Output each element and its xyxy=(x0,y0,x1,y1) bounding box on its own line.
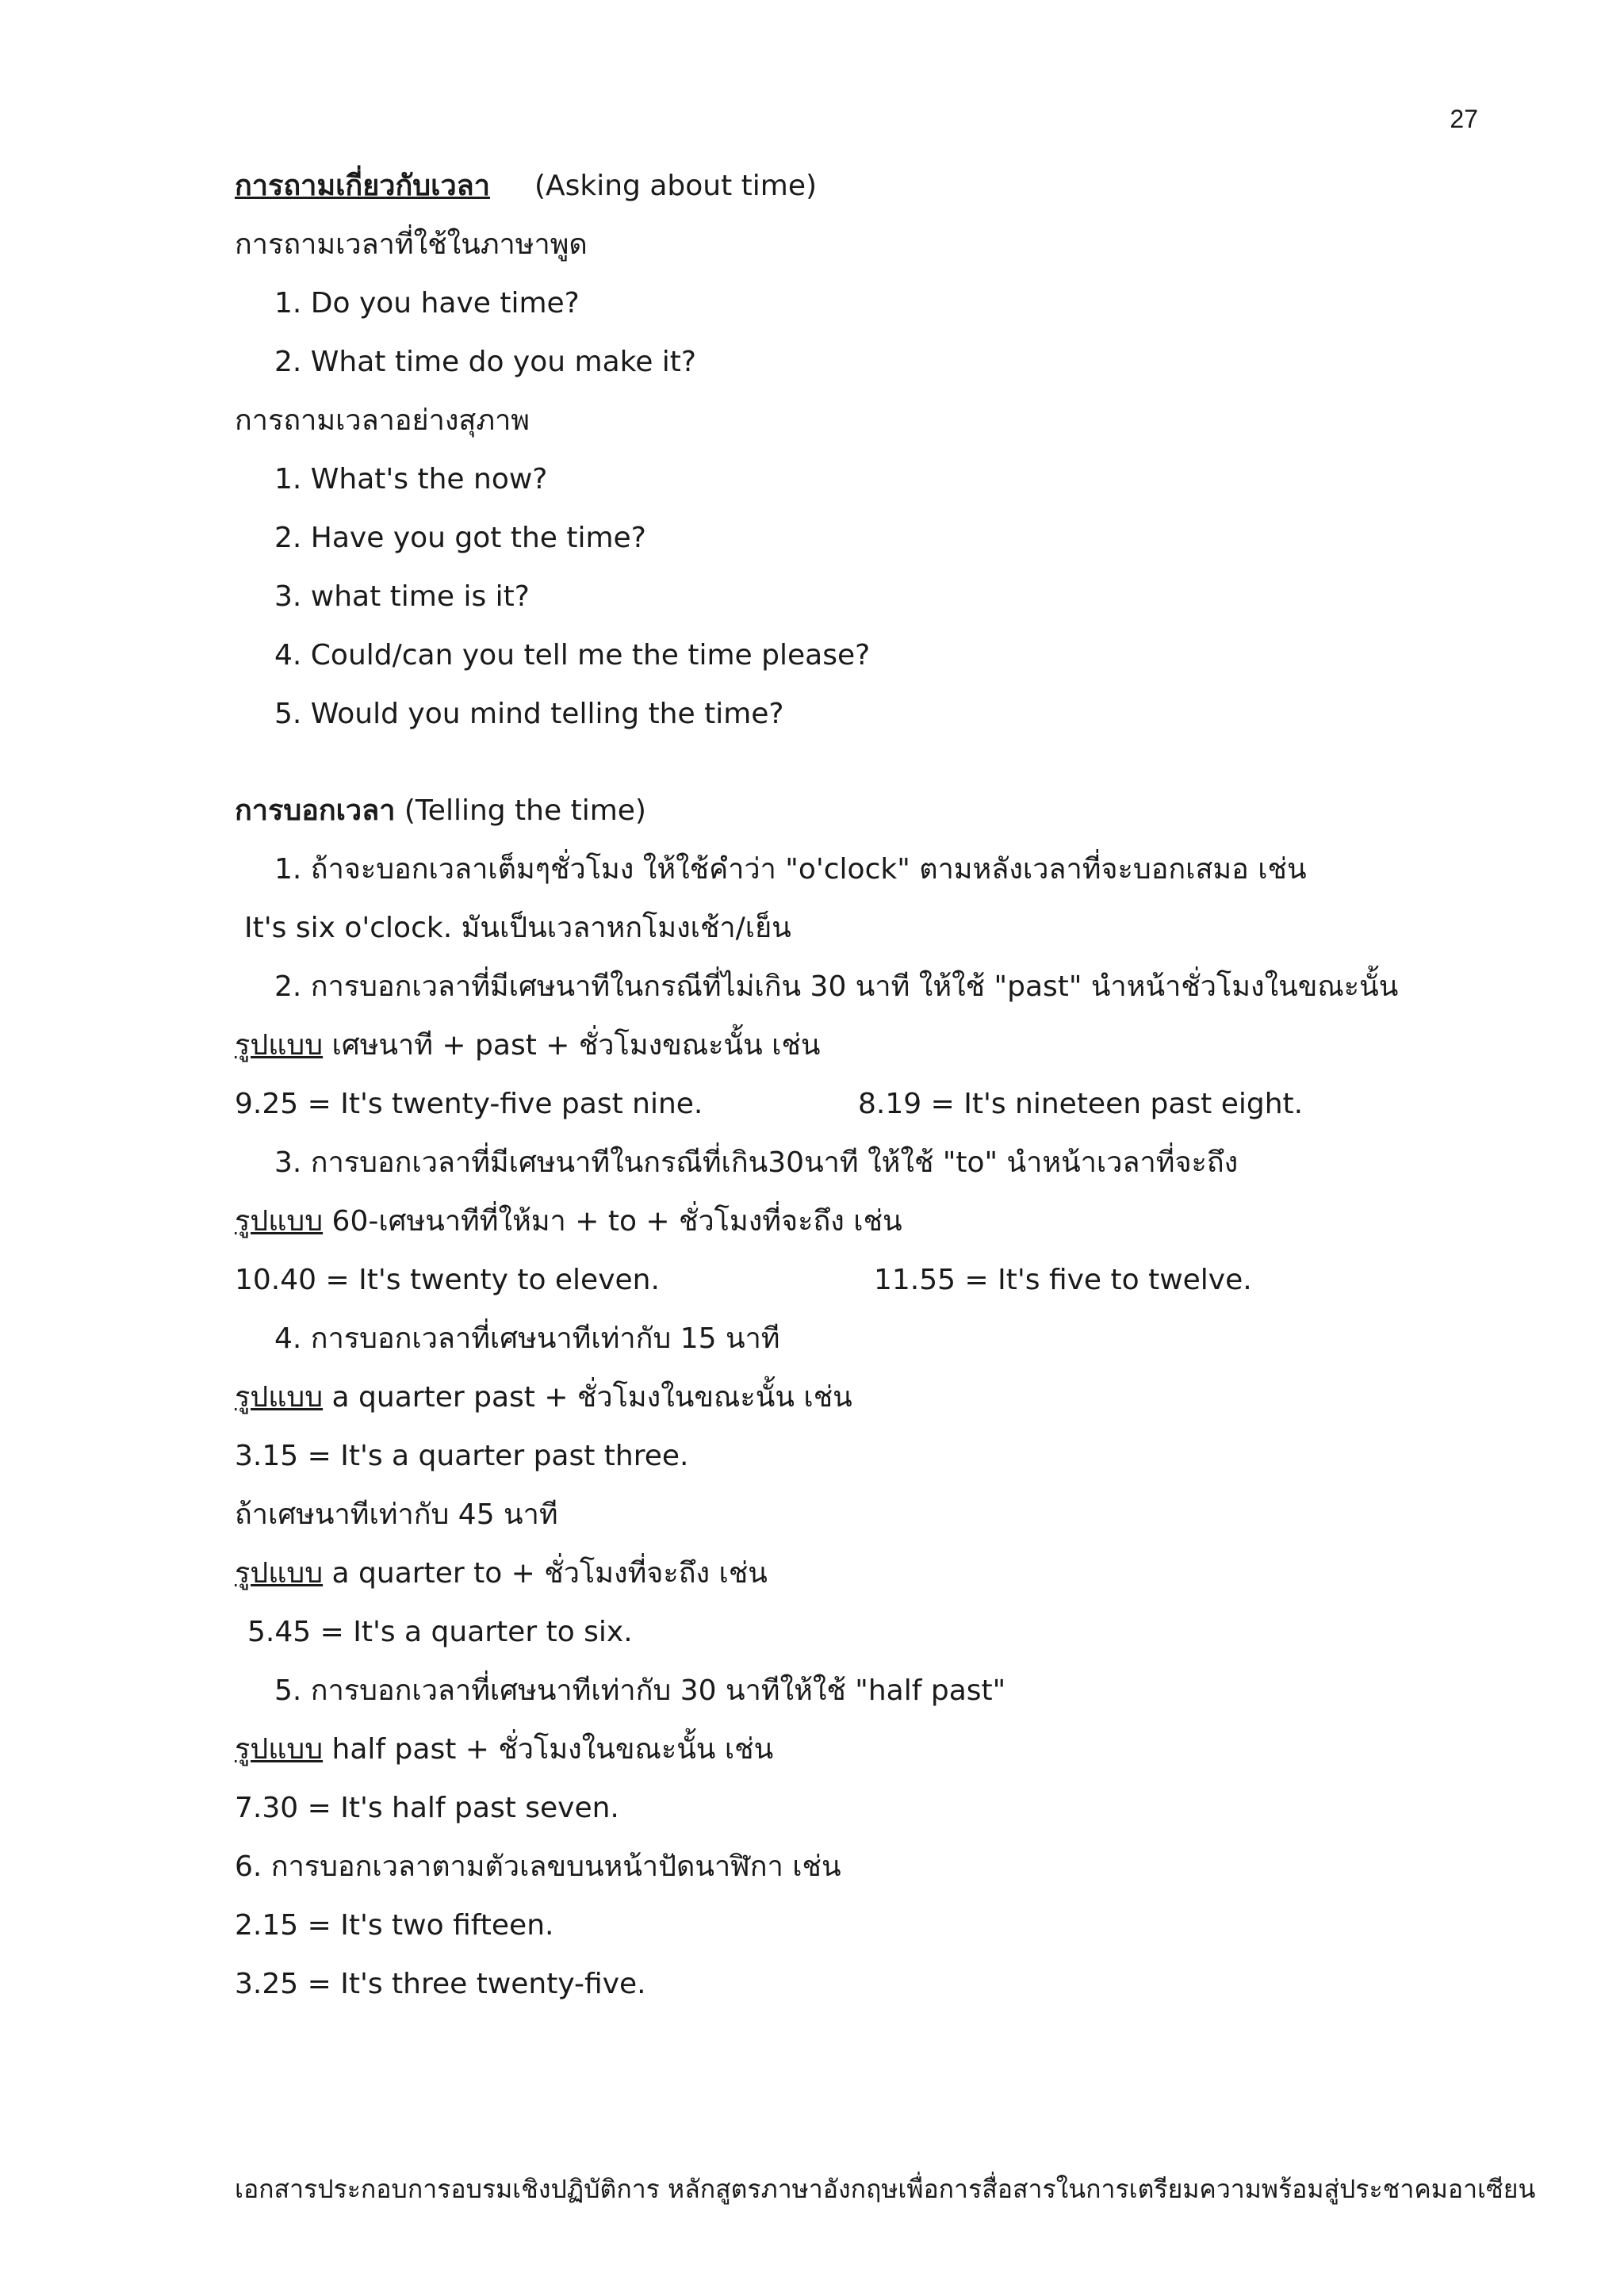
example-text: 9.25 = It's twenty-five past nine. xyxy=(235,1088,703,1120)
pattern-line xyxy=(235,1544,1465,1603)
pattern-text: เศษนาที + past + ชั่วโมงขณะนั้น เช่น xyxy=(331,1029,821,1062)
example-pair xyxy=(235,1075,1465,1134)
list-item: 1. Do you have time? xyxy=(274,287,580,320)
example-text: 3.25 = It's three twenty-five. xyxy=(235,1968,646,2000)
rule-text: 6. การบอกเวลาตามตัวเลขบนหน้าปัดนาฬิกา เช่น xyxy=(235,1850,841,1883)
example-text: 2.15 = It's two fifteen. xyxy=(235,1909,554,1942)
pattern-line xyxy=(235,1192,1465,1251)
pattern-label: รูปแบบ xyxy=(235,1733,324,1766)
pattern-label: รูปแบบ xyxy=(235,1381,324,1414)
rule-text: 4. การบอกเวลาที่เศษนาทีเท่ากับ 15 นาที xyxy=(274,1322,780,1355)
page-footer: เอกสารประกอบการอบรมเชิงปฏิบัติการ หลักสูตรภาษาอังกฤษเพื่อการสื่อสารในการเตรียมความพร้อมสู่ประชาคมอาเซียน xyxy=(235,2174,1536,2204)
example-pair xyxy=(235,1251,1465,1310)
list-item: 1. What's the now? xyxy=(274,463,548,496)
example-text: 10.40 = It's twenty to eleven. xyxy=(235,1264,660,1296)
example-text: 11.55 = It's five to twelve. xyxy=(874,1264,1252,1296)
pattern-label: รูปแบบ xyxy=(235,1205,324,1238)
document-body xyxy=(235,157,1465,2014)
list-item: 2. What time do you make it? xyxy=(274,346,697,378)
pattern-text: a quarter past + ชั่วโมงในขณะนั้น เช่น xyxy=(331,1381,852,1414)
rule-text: 2. การบอกเวลาที่มีเศษนาทีในกรณีที่ไม่เกิน 30 นาที ให้ใช้ "past" นำหน้าชั่วโมงในขณะนั้น xyxy=(274,970,1399,1003)
pattern-line xyxy=(235,1368,1465,1427)
list-item: 5. Would you mind telling the time? xyxy=(274,698,784,730)
pattern-label: รูปแบบ xyxy=(235,1557,324,1590)
section-heading-telling xyxy=(235,782,1465,840)
pattern-text: 60-เศษนาทีที่ให้มา + to + ชั่วโมงที่จะถึง เช่น xyxy=(331,1205,902,1238)
list-item: 3. what time is it? xyxy=(274,580,530,613)
pattern-line xyxy=(235,1016,1465,1075)
section-title-thai: การบอกเวลา xyxy=(235,794,396,827)
section-title-thai: การถามเกี่ยวกับเวลา xyxy=(235,170,490,202)
example-text: It's six o'clock. มันเป็นเวลาหกโมงเช้า/เย็น xyxy=(244,912,791,944)
rule-text: 5. การบอกเวลาที่เศษนาทีเท่ากับ 30 นาทีให้ใช้ "half past" xyxy=(274,1674,1006,1707)
rule-text: ถ้าเศษนาทีเท่ากับ 45 นาที xyxy=(235,1498,558,1531)
spoken-heading: การถามเวลาที่ใช้ในภาษาพูด xyxy=(235,228,588,261)
rule-text: 1. ถ้าจะบอกเวลาเต็มๆชั่วโมง ให้ใช้คำว่า "o'clock" ตามหลังเวลาที่จะบอกเสมอ เช่น xyxy=(274,853,1307,886)
example-text: 5.45 = It's a quarter to six. xyxy=(247,1616,633,1648)
example-text: 7.30 = It's half past seven. xyxy=(235,1792,619,1824)
pattern-line xyxy=(235,1720,1465,1779)
pattern-text: half past + ชั่วโมงในขณะนั้น เช่น xyxy=(331,1733,774,1766)
pattern-text: a quarter to + ชั่วโมงที่จะถึง เช่น xyxy=(331,1557,768,1590)
pattern-label: รูปแบบ xyxy=(235,1029,324,1062)
section-title-english: (Asking about time) xyxy=(534,170,818,202)
section-heading-asking xyxy=(235,157,1465,216)
rule-text: 3. การบอกเวลาที่มีเศษนาทีในกรณีที่เกิน30นาที ให้ใช้ "to" นำหน้าเวลาที่จะถึง xyxy=(274,1146,1239,1179)
example-text: 8.19 = It's nineteen past eight. xyxy=(858,1088,1304,1120)
list-item: 2. Have you got the time? xyxy=(274,522,646,554)
list-item: 4. Could/can you tell me the time please? xyxy=(274,639,871,672)
polite-heading: การถามเวลาอย่างสุภาพ xyxy=(235,404,530,437)
page-number: 27 xyxy=(1450,105,1478,133)
example-text: 3.15 = It's a quarter past three. xyxy=(235,1440,689,1472)
section-title-english: (Telling the time) xyxy=(404,794,646,827)
